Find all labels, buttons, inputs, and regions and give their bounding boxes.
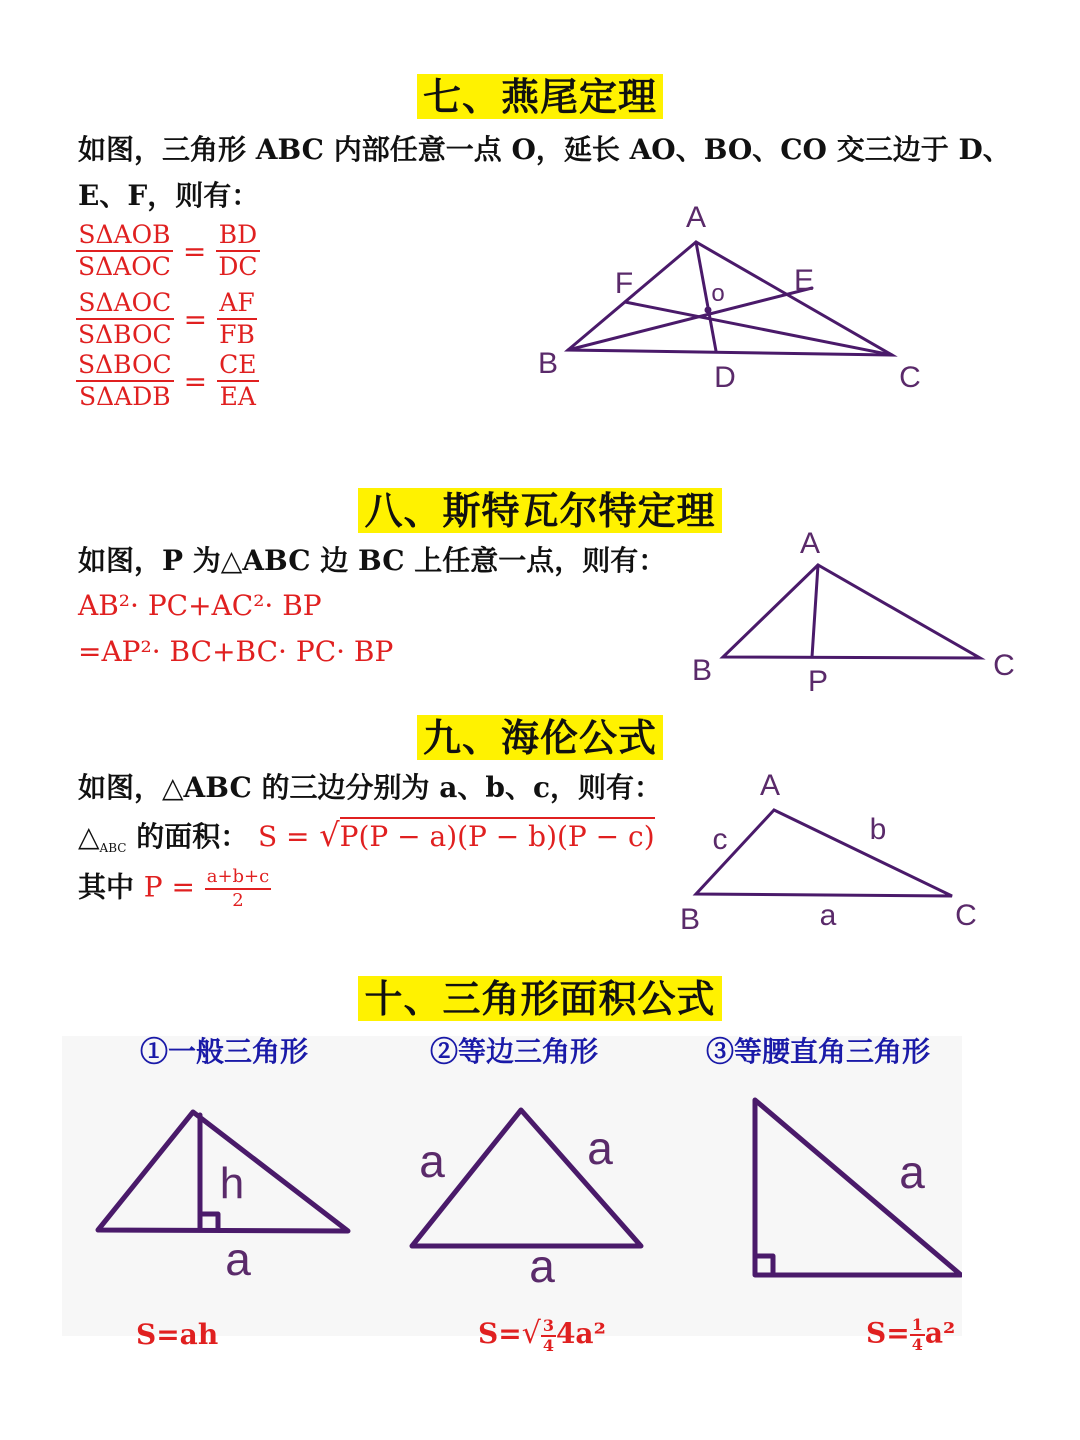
p-lhs: P = <box>143 870 195 904</box>
f2-den2: FB <box>219 320 255 349</box>
label-a: a <box>819 899 837 932</box>
label-B: B <box>691 654 713 687</box>
area-label: 的面积： <box>136 820 249 853</box>
subtitle-isosceles-right: ③等腰直角三角形 <box>706 1035 931 1068</box>
f2-eq: = <box>183 302 208 336</box>
formula-isosceles-right <box>866 1316 955 1354</box>
f1-num: SΔAOB <box>76 220 173 252</box>
swallowtail-diagram <box>520 195 940 405</box>
p-den: 2 <box>232 890 244 911</box>
section-8-intro: 如图，P 为△ABC 边 BC 上任意一点，则有： <box>78 544 667 577</box>
label-E: E <box>793 264 815 297</box>
f3-den: 4 <box>911 1335 923 1354</box>
stewart-line-2: =AP²· BC+BC· PC· BP <box>78 635 394 668</box>
label-a-left: a <box>419 1135 445 1187</box>
label-a-hyp: a <box>899 1146 925 1198</box>
area-radicand: P(P − a)(P − b)(P − c) <box>340 817 655 853</box>
f2-num: 3 <box>542 1315 554 1335</box>
triangle-subscript: ABC <box>99 841 127 855</box>
f3-den2: EA <box>219 382 256 411</box>
f2-rest: 4a² <box>555 1317 606 1350</box>
label-C: C <box>993 649 1015 682</box>
heron-p-line <box>78 866 271 912</box>
triangle-symbol: △ <box>78 820 100 853</box>
f1-den: SΔAOC <box>78 252 171 281</box>
label-a-right: a <box>587 1122 613 1174</box>
label-D: D <box>714 361 736 394</box>
f2-num2: AF <box>217 288 257 320</box>
f3-num: SΔBOC <box>76 350 174 382</box>
subtitle-equilateral: ②等边三角形 <box>430 1035 599 1068</box>
formula-7-1 <box>76 220 260 282</box>
formula-equilateral <box>478 1316 606 1355</box>
formula-7-2 <box>76 288 257 350</box>
label-A: A <box>759 769 781 802</box>
label-P: P <box>807 665 829 698</box>
heron-diagram <box>670 765 1000 940</box>
label-O: o <box>711 280 725 307</box>
label-C: C <box>899 361 921 394</box>
label-B: B <box>679 903 701 936</box>
f3-den: SΔADB <box>78 382 171 411</box>
area-diagrams <box>62 1070 962 1310</box>
label-A: A <box>685 201 707 234</box>
section-10-title: 十、三角形面积公式 <box>358 976 721 1021</box>
label-a-general: a <box>225 1233 251 1285</box>
f1-eq: = <box>182 234 207 268</box>
heron-area-line <box>78 817 655 866</box>
label-a-base: a <box>529 1240 555 1292</box>
f3-num: 1 <box>911 1315 923 1334</box>
label-C: C <box>955 899 977 932</box>
section-9-title: 九、海伦公式 <box>417 715 663 760</box>
sqrt-symbol: √ <box>319 816 340 854</box>
section-7-intro: 如图，三角形 ABC 内部任意一点 O，延长 AO、BO、CO 交三边于 D、 <box>78 133 1011 166</box>
f2-den: SΔBOC <box>78 320 172 349</box>
f2-den: 4 <box>542 1335 554 1355</box>
stewart-line-1: AB²· PC+AC²· BP <box>78 589 322 622</box>
sqrt-symbol: √ <box>521 1316 541 1351</box>
f1-den2: DC <box>218 252 258 281</box>
section-8-title: 八、斯特瓦尔特定理 <box>358 488 721 533</box>
stewart-diagram <box>680 525 1040 705</box>
formula-7-3 <box>76 350 259 412</box>
f3-eq: = <box>183 364 208 398</box>
f3-rest: a² <box>924 1316 956 1350</box>
subtitle-general: ①一般三角形 <box>140 1035 309 1068</box>
section-9-intro: 如图，△ABC 的三边分别为 a、b、c，则有： <box>78 771 662 804</box>
f1-num2: BD <box>216 220 259 252</box>
label-h: h <box>219 1159 245 1208</box>
f2-lhs: S= <box>478 1317 522 1350</box>
label-c: c <box>712 823 728 856</box>
label-A: A <box>799 527 821 560</box>
section-7-title: 七、燕尾定理 <box>417 74 663 119</box>
isosceles-right-triangle <box>755 1100 961 1275</box>
f3-lhs: S= <box>866 1316 910 1350</box>
f3-num2: CE <box>217 350 258 382</box>
section-7-intro2: E、F，则有： <box>78 179 260 212</box>
label-F: F <box>614 267 634 300</box>
f2-num: SΔAOC <box>76 288 174 320</box>
label-B: B <box>537 347 559 380</box>
label-b: b <box>869 813 887 846</box>
area-lhs: S = <box>257 820 310 853</box>
p-num: a+b+c <box>205 866 272 890</box>
formula-general: S=ah <box>136 1318 219 1351</box>
p-prefix: 其中 <box>78 870 135 904</box>
